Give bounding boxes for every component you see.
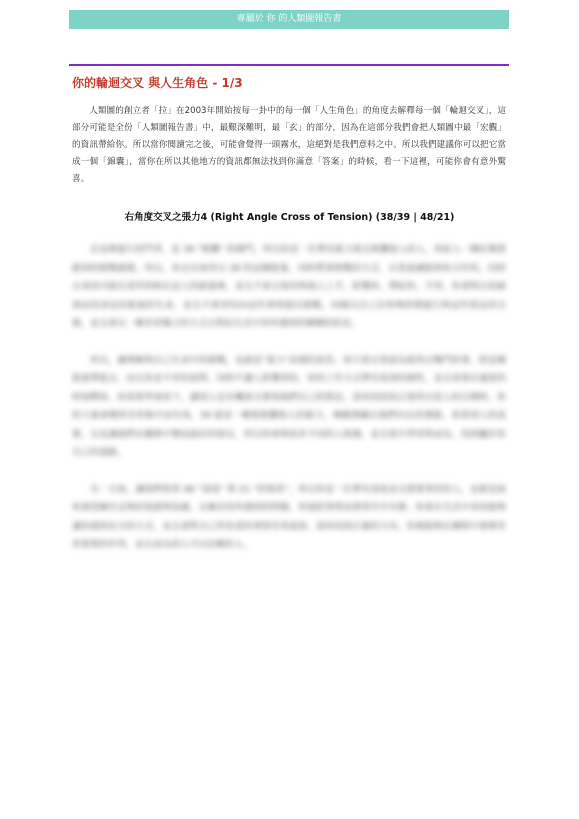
blurred-paragraph: 所以，讓理解與自己生命中的挑戰，也就是"張力"命運的意思。你只會去看認為值得去戰鬥的事，把這種能量帶進去，而且你並不害怕面對。同時不讓人影響到你，你的工作方式帶有很深的韌性，並且需要在適當的時刻釋放。你需要學會放下，讓別人也有機會去實現他們自己的想法。當你找到真正值得去投入的目標時，你的力量會變得非常集中而有效。39 就是一種要挑釁他人的能力，喚醒潛藏在他們內在的潛能。看看別人的真實，以及讓他們在關係中變成最好的朋友，所以你會與很多不同的人相遇，並且從中學習與成長，找到屬於你自己的道路。	[72, 355, 506, 458]
section-title: 你的輪迴交叉 與人生角色 - 1/3	[72, 76, 243, 90]
title-divider	[69, 64, 509, 66]
blurred-body	[72, 241, 506, 573]
blurred-paragraph: 在這裡進行的鬥爭，是 39 "挑釁" 的閘門，所以你是一位帶有能力使去挑釁他人的人，你給人一種好像想跟別的挑戰感覺。所以，你走在兩者以 38 的這種能量，同時帶著挑戰的方式，去看認識能與你合作的，同時去尋找可能在某些時候在這人的能量裡，並且不會太保持與他人上手，影響你，帶給你。不然，你會對以找麻煩而找尋這份能量的生命，並且不會害怕向這些事情提出挑戰。同樣以自己在特殊時期進行與這些看法的交換，並且會以一種非常獨立的方式去對抗生活中你所遇到的種種的狀況。	[72, 245, 506, 329]
intro-text	[72, 103, 506, 188]
document-header: 專屬於 你 的人類圖報告書	[69, 10, 509, 29]
cross-title: 右角度交叉之張力4 (Right Angle Cross of Tension) (38/39 | 48/21)	[124, 212, 455, 223]
blurred-paragraph: 另一方面，讓我們看看 48 "深度" 與 21 "控制者"，所以你是一位帶有深度並且想要掌控的人，也就是說你渴望擁有足夠的資源與知識，去解決你所遇到的問題，然後把事情安排得井井有條。你會在生活中尋找能夠讓你感到安全的方式，並且會對自己所負責的事情非常認真。當你找到正確的方向，你便能夠在團隊中發揮非常重要的作用，並且成為別人可以信賴的人。	[72, 484, 506, 550]
intro-paragraph: 人類圖的創立者「拉」在2003年開始按每一卦中的每一個「人生角色」的角度去解釋每一個「輪迴交叉」，這部分可能是全份「人類圖報告書」中，最艱深難明，最「玄」的部分，因為在這部分我們會把人類圖中最「宏觀」的資訊帶給你。所以當你閱讀完之後，可能會覺得一頭霧水，這絕對是我們意料之中。所以我們建議你可以把它當成一個「錦囊」，當你在所以其他地方的資訊都無法找到你滿意「答案」的時候，看一下這裡，可能你會有意外驚喜。	[72, 106, 506, 184]
